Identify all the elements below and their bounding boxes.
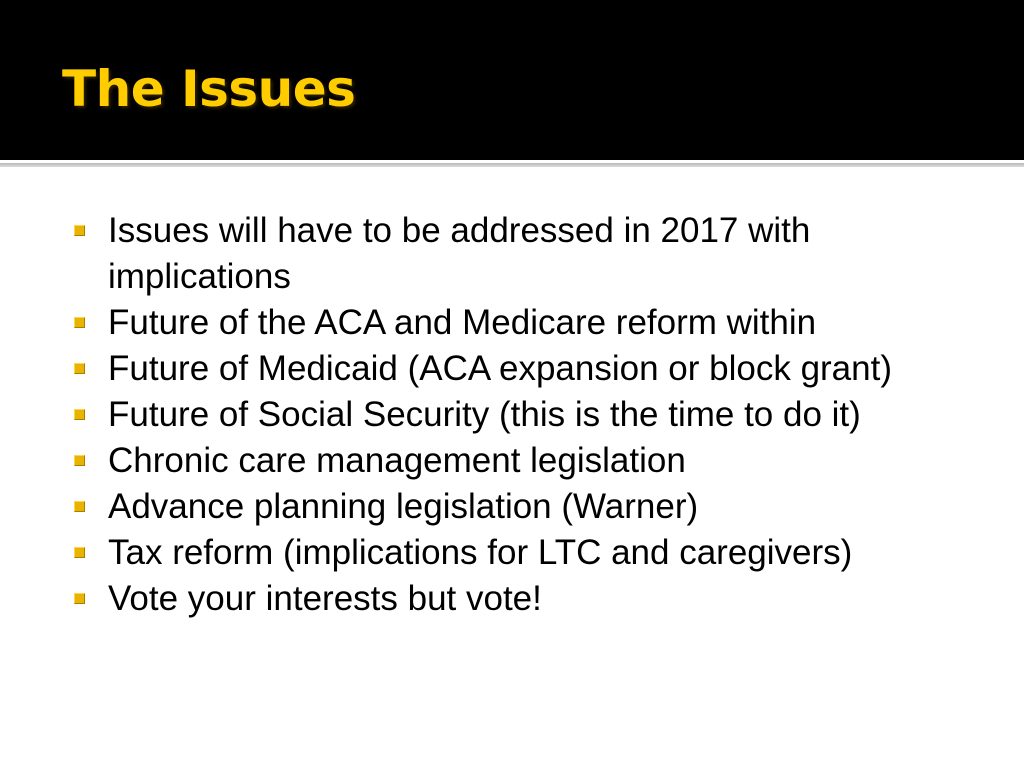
square-bullet-icon	[74, 455, 85, 466]
square-bullet-icon	[74, 593, 85, 604]
square-bullet-icon	[74, 317, 85, 328]
square-bullet-icon	[74, 501, 85, 512]
bullet-item	[72, 484, 992, 530]
bullet-text: Chronic care management legislation	[108, 441, 686, 480]
bullet-text: Issues will have to be addressed in 2017 with implications	[108, 211, 811, 296]
bullet-text: Advance planning legislation (Warner)	[108, 487, 699, 526]
bullet-text: Tax reform (implications for LTC and caregivers)	[108, 533, 853, 572]
bullet-text: Future of the ACA and Medicare reform within	[108, 303, 817, 342]
square-bullet-icon	[74, 547, 85, 558]
square-bullet-icon	[74, 409, 85, 420]
title-band	[0, 0, 1024, 160]
square-bullet-icon	[74, 225, 85, 236]
bullet-text: Future of Medicaid (ACA expansion or block grant)	[108, 349, 892, 388]
bullet-item	[72, 576, 992, 622]
bullet-item	[72, 300, 992, 346]
bullet-item	[72, 208, 992, 300]
square-bullet-icon	[74, 363, 85, 374]
slide-title: The Issues	[62, 60, 356, 118]
bullet-text: Vote your interests but vote!	[108, 579, 542, 618]
bullet-text: Future of Social Security (this is the time to do it)	[108, 395, 861, 434]
bullet-item	[72, 530, 992, 576]
bullet-item	[72, 392, 992, 438]
bullet-item	[72, 346, 992, 392]
bullet-item	[72, 438, 992, 484]
divider-rule	[0, 163, 1024, 167]
bullet-list	[72, 208, 992, 622]
